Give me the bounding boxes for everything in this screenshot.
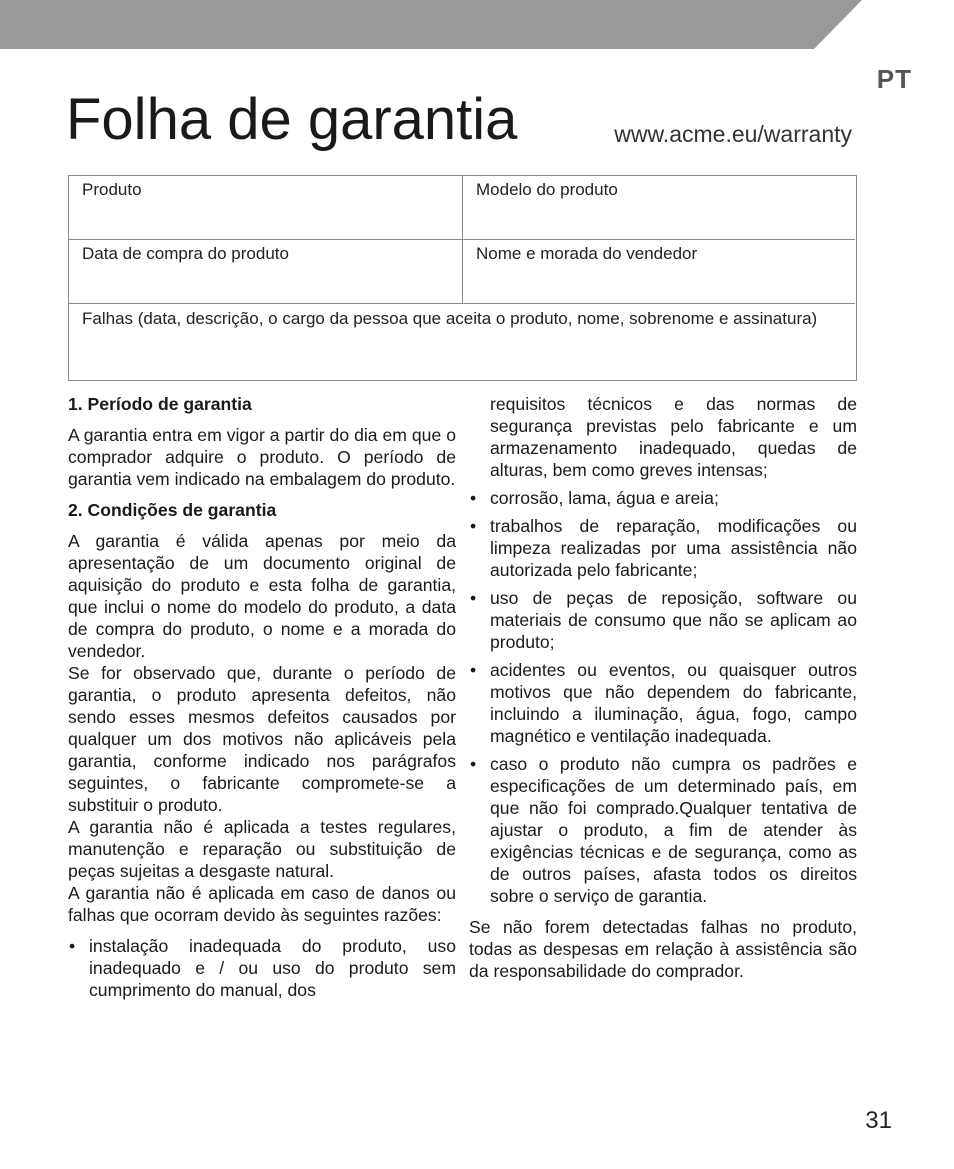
page-title: Folha de garantia: [66, 87, 518, 152]
paragraph: A garantia não é aplicada em caso de danos ou falhas que ocorram devido às seguintes razões:: [68, 883, 456, 925]
list-item: • corrosão, lama, água e areia;: [470, 488, 719, 508]
seller-field: Nome e morada do vendedor: [463, 240, 855, 304]
page-number: 31: [865, 1107, 892, 1134]
list-item: • instalação inadequada do produto, uso inadequado e / ou uso do produto sem cumprimento do manual, dos: [69, 936, 456, 1000]
faults-field: Falhas (data, descrição, o cargo da pessoa que aceita o produto, nome, sobrenome e assinatura): [82, 309, 818, 328]
purchase-date-field: Data de compra do produto: [69, 240, 463, 304]
warranty-form: [68, 175, 857, 381]
list-item: • trabalhos de reparação, modificações ou limpeza realizadas por uma assistência não autorizada pelo fabricante;: [470, 516, 857, 580]
section-heading: 2. Condições de garantia: [68, 500, 277, 520]
header-bar: [0, 0, 862, 49]
section-heading: 1. Período de garantia: [68, 394, 252, 414]
language-code: PT: [876, 64, 912, 94]
list-item: • caso o produto não cumpra os padrões e especificações de um determinado país, em que não foi comprado.Qualquer tentativa de ajustar o produto, a fim de atender às exigências técnicas e de segurança, como as de outros países, afasta todos os direitos sobre o serviço de garantia.: [470, 754, 857, 906]
exclusion-list: [68, 935, 456, 1001]
paragraph: A garantia entra em vigor a partir do dia em que o comprador adquire o produto. O período de garantia vem indicado na embalagem do produto.: [68, 425, 456, 489]
paragraph: A garantia é válida apenas por meio da apresentação de um documento original de aquisição do produto e esta folha de garantia, que inclui o nome do modelo do produto, a data de compra do produto, o nome e a morada do vendedor.: [68, 531, 456, 661]
bullet-icon: •: [470, 660, 477, 680]
exclusion-list: [469, 487, 857, 907]
product-field: Produto: [69, 176, 463, 240]
list-item: • uso de peças de reposição, software ou materiais de consumo que não se aplicam ao produto;: [470, 588, 857, 652]
paragraph: Se não forem detectadas falhas no produto, todas as despesas em relação à assistência são da responsabilidade do comprador.: [469, 917, 857, 981]
bullet-icon: •: [69, 936, 76, 956]
list-item: • acidentes ou eventos, ou quaisquer outros motivos que não dependem do fabricante, incluindo a iluminação, água, fogo, campo magnético e ventilação inadequada.: [470, 660, 857, 746]
list-item-continuation: requisitos técnicos e das normas de segurança previstas pelo fabricante e um armazenamento inadequado, quedas de alturas, bem como greves intensas;: [490, 394, 857, 480]
warranty-url: www.acme.eu/warranty: [614, 121, 852, 147]
bullet-icon: •: [470, 754, 477, 774]
paragraph: Se for observado que, durante o período de garantia, o produto apresenta defeitos, não sendo esses mesmos defeitos causados por qualquer um dos motivos não aplicáveis pela garantia, conforme indicado nos parágrafos seguintes, o fabricante compromete-se a substituir o produto.: [68, 663, 456, 815]
bullet-icon: •: [470, 516, 477, 536]
paragraph: A garantia não é aplicada a testes regulares, manutenção e reparação ou substituição de peças sujeitas a desgaste natural.: [68, 817, 456, 881]
bullet-icon: •: [470, 588, 477, 608]
left-column: [68, 393, 456, 1007]
product-model-field: Modelo do produto: [463, 176, 855, 240]
right-column: [469, 393, 857, 982]
bullet-icon: •: [470, 488, 477, 508]
